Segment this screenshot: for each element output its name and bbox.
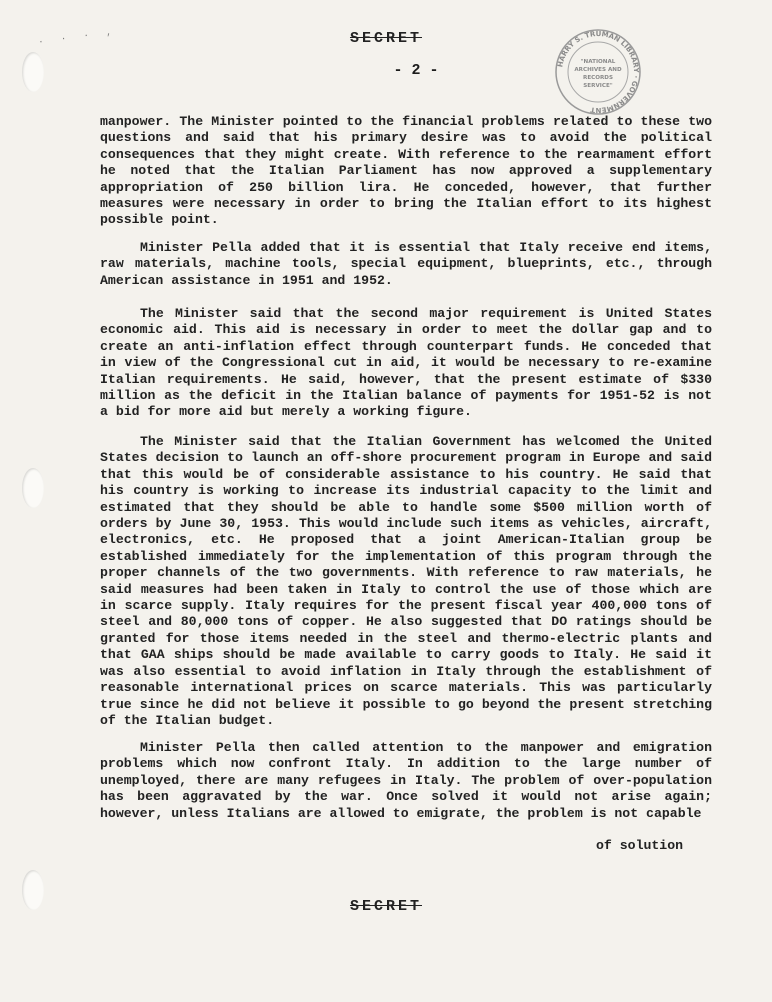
paragraph-5-text: Minister Pella then called attention to the manpower and emigration problems which now confront Italy. In addition to the large number of unemployed, there are many refugees in Italy. The problem of over-population has been aggravated by the war. Once solved it would not arise again; however, unless Italians are allowed to emigrate, the problem is not capable: [100, 740, 712, 821]
stamp-line-3: RECORDS: [583, 75, 613, 81]
margin-marks: · · · ,: [37, 26, 119, 48]
continuation-text: of solution: [596, 838, 684, 853]
stamp-line-1: "NATIONAL: [580, 59, 616, 65]
paragraph-1: [100, 114, 712, 229]
stamp-line-2: ARCHIVES AND: [574, 67, 622, 73]
paragraph-2-text: Minister Pella added that it is essential that Italy receive end items, raw materials, machine tools, special equipment, blueprints, etc., through American assistance in 1951 and 1952.: [100, 240, 712, 288]
archive-stamp: [554, 28, 642, 116]
punch-hole-middle: [22, 468, 44, 508]
paragraph-1-text: manpower. The Minister pointed to the financial problems related to these two questions and said that his primary desire was to avoid the political consequences that they might create. With reference to the rearmament effort he noted that the Italian Parliament has now approved a supplementary appropriation of 250 billion lira. He conceded, however, that further measures were necessary in order to bring the Italian effort to its highest possible point.: [100, 114, 712, 228]
stamp-line-4: SERVICE": [583, 83, 613, 89]
paragraph-2: [100, 240, 712, 289]
header-classification: SECRET: [349, 30, 422, 47]
stamp-ring-text: HARRY S. TRUMAN LIBRARY · GOVERNMENT: [556, 29, 641, 115]
paragraph-3: [100, 306, 712, 421]
paragraph-4: [100, 434, 712, 729]
paragraph-4-text: The Minister said that the Italian Government has welcomed the United States decision to launch an off-shore procurement program in Europe and said that this would be of considerable assistance to his country. He said that his country is working to increase its industrial capacity to the limit and estimated that they should be able to handle some $500 million worth of orders by June 30, 1953. This would include such items as vehicles, aircraft, electronics, etc. He proposed that a joint American-Italian group be established immediately for the implementation of this program through the proper channels of the two governments. With reference to raw materials, he said measures had been taken in Italy to control the use of those which are in scarce supply. Italy requires for the present fiscal year 400,000 tons of steel and 80,000 tons of copper. He also suggested that DO ratings should be granted for those items needed in the steel and thermo-electric plants and that GAA ships should be made available to carry goods to Italy. He said it was also essential to avoid inflation in Italy through the establishment of reasonable international prices on scarce materials. This was particularly true since he did not believe it possible to go beyond the present stretching of the Italian budget.: [100, 434, 712, 728]
paragraph-5: [100, 740, 712, 822]
page-number: - 2 -: [393, 62, 439, 79]
footer-classification: SECRET: [349, 898, 422, 915]
paragraph-3-text: The Minister said that the second major requirement is United States economic aid. This aid is necessary in order to meet the dollar gap and to create an anti-inflation effect through counterpart funds. He conceded that in view of the Congressional cut in aid, it would be necessary to re-examine Italian requirements. He said, however, that the present estimate of $330 million as the deficit in the Italian balance of payments for 1951-52 is not a bid for more aid but merely a working figure.: [100, 306, 712, 420]
